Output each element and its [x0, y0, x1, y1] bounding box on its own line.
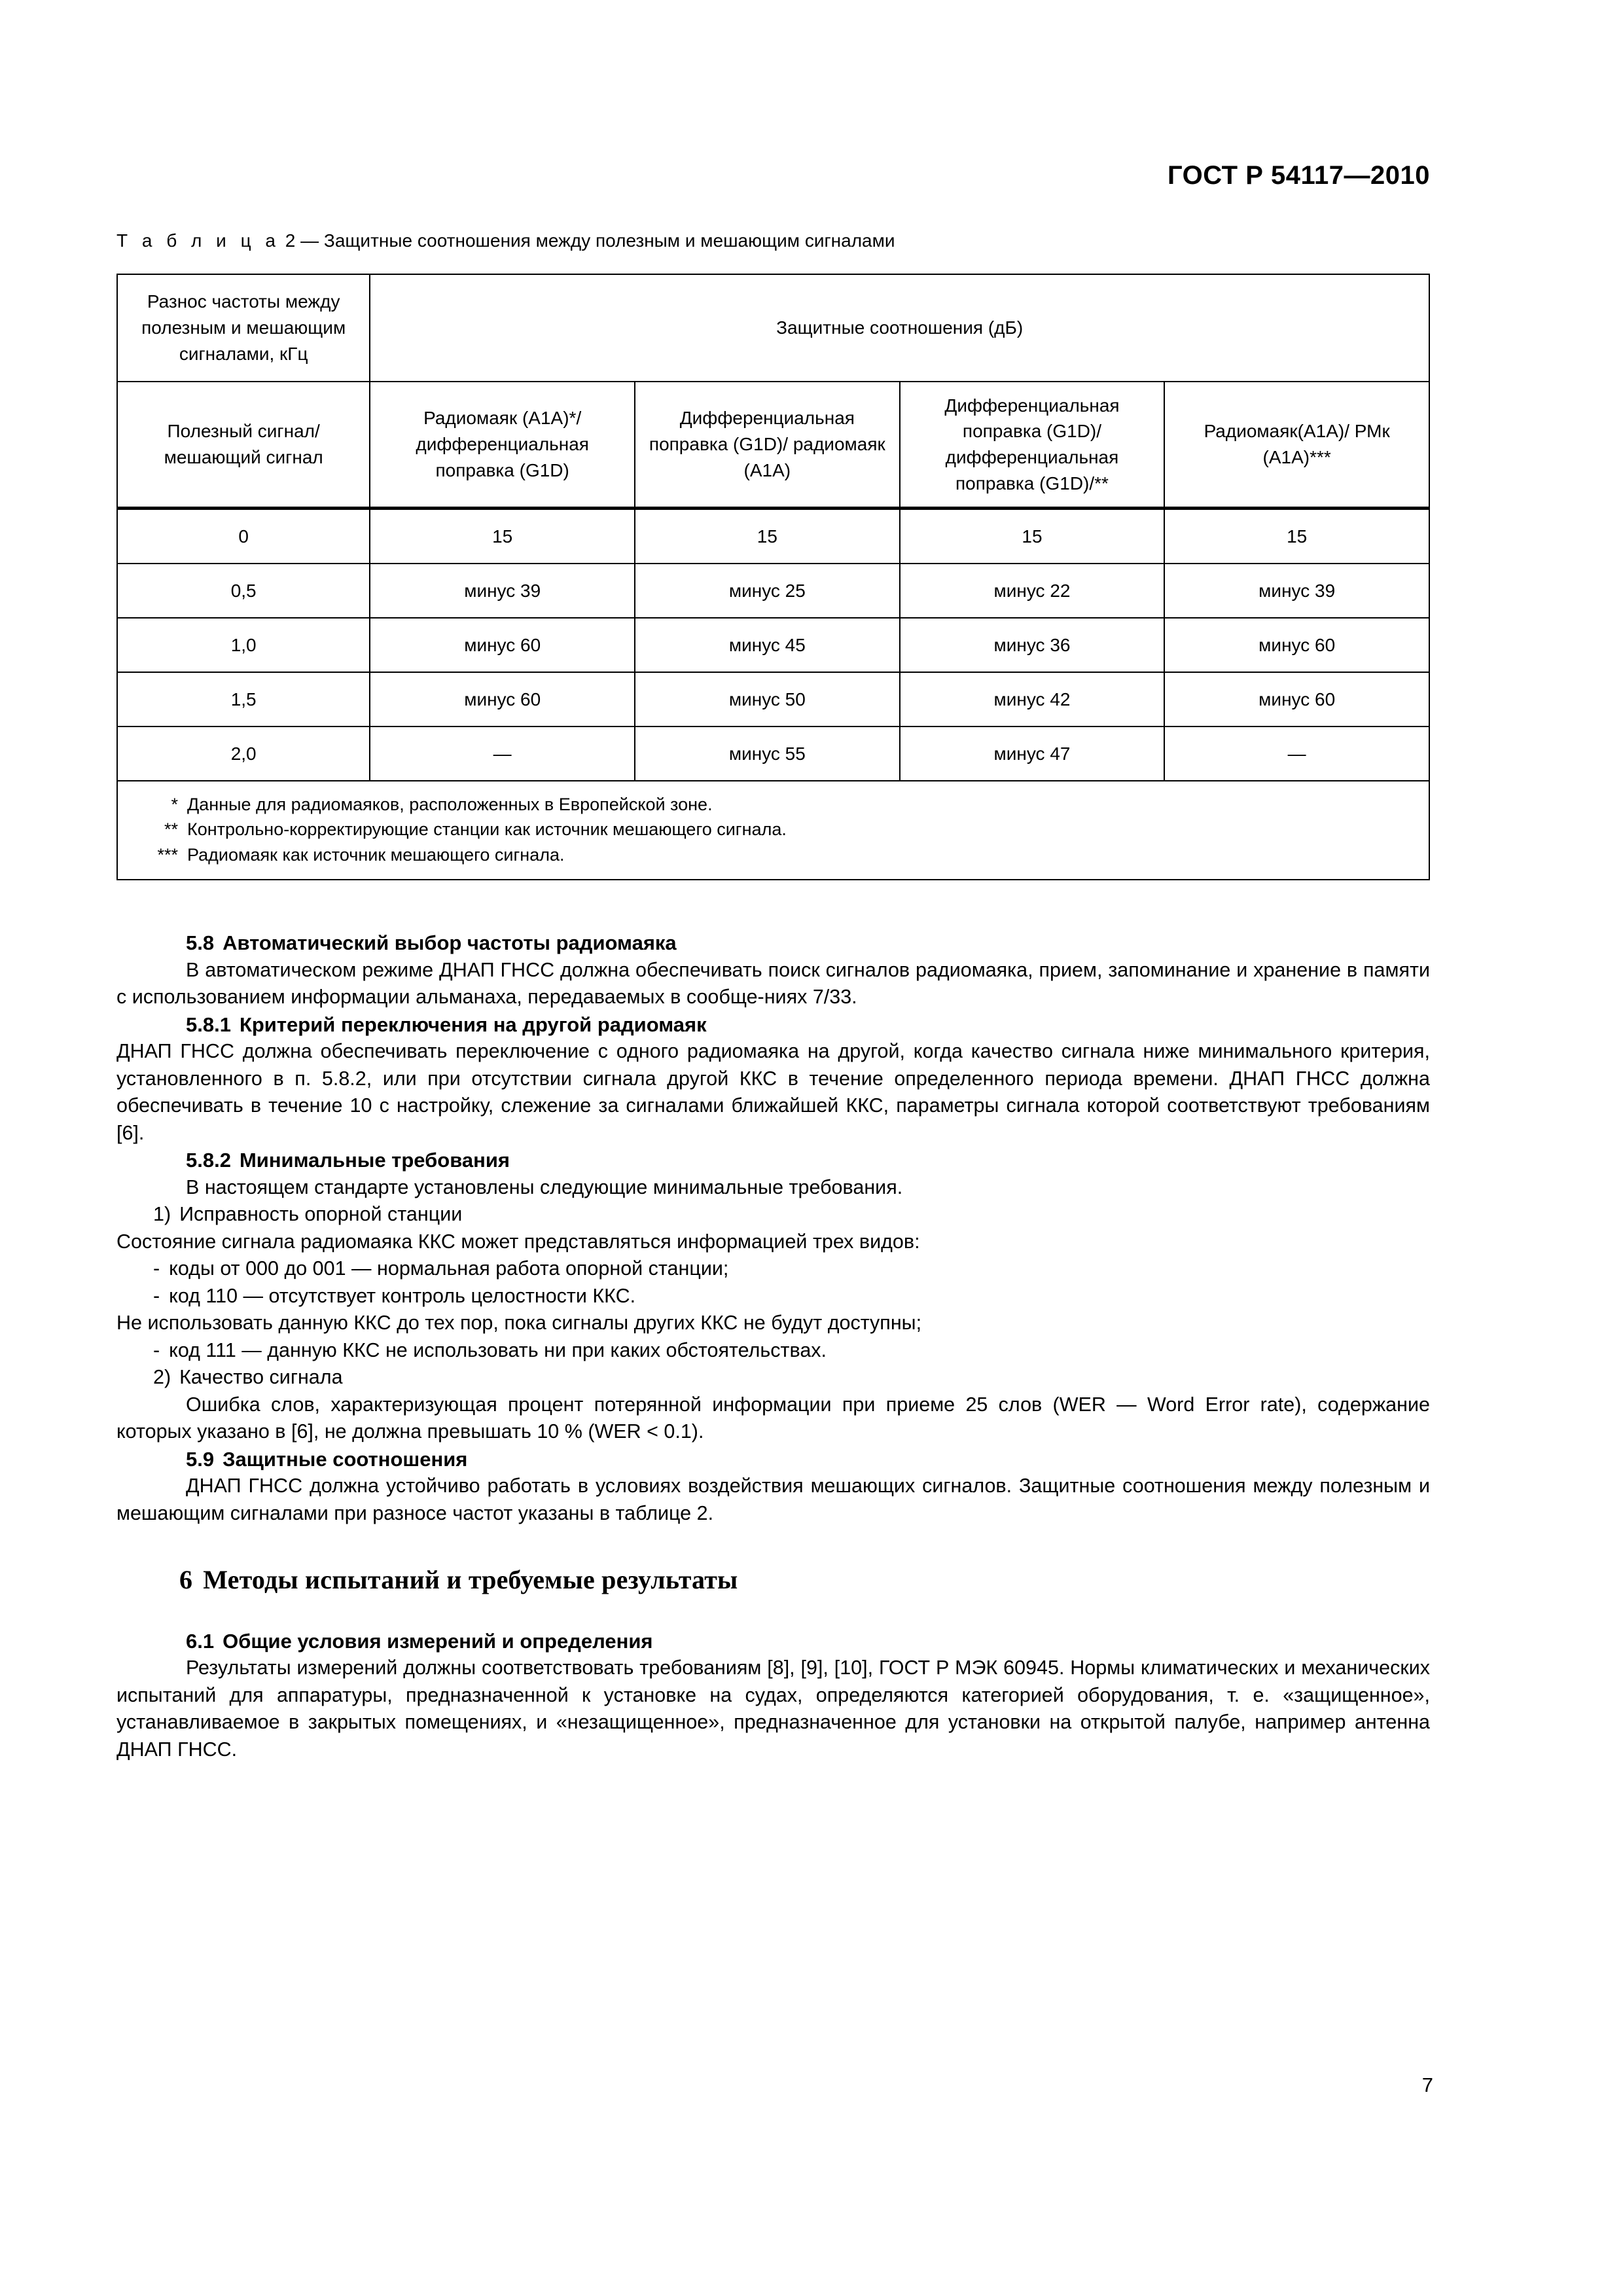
heading-5-8-1-number: 5.8.1: [186, 1013, 231, 1036]
footnote-text: Данные для радиомаяков, расположенных в Европейской зоне.: [187, 795, 713, 814]
list-item-code-110: [116, 1283, 1430, 1310]
table-cell-value: минус 60: [370, 672, 635, 726]
table-footnote: [118, 792, 1429, 817]
page-number: 7: [1421, 2073, 1433, 2096]
heading-5-8: [116, 929, 1430, 957]
heading-5-8-2-title: Минимальные требования: [239, 1149, 510, 1172]
list-item-code-000-001-text: коды от 000 до 001 — нормальная работа опорной станции;: [169, 1257, 729, 1280]
table-cell-value: минус 60: [1164, 618, 1429, 672]
table-cell-value: минус 25: [635, 564, 900, 618]
table-notes-row: [117, 781, 1429, 880]
spacer: [116, 1594, 1430, 1628]
document-body: [116, 929, 1430, 1763]
heading-6-number: 6: [179, 1565, 193, 1594]
table-subheader-beacon-dgnss: Радиомаяк (А1А)*/ дифференциальная поправка (G1D): [370, 382, 635, 509]
dash-bullet-icon: -: [153, 1338, 160, 1361]
table-header-row-top: [117, 274, 1429, 382]
heading-5-8-1-title: Критерий переключения на другой радиомаяк: [239, 1013, 707, 1036]
list-item-2-text: Качество сигнала: [179, 1366, 343, 1388]
protection-ratios-table: [116, 274, 1430, 880]
heading-5-8-title: Автоматический выбор частоты радиомаяка: [223, 931, 677, 954]
table-footnote: [118, 817, 1429, 842]
list-item-1-text: Исправность опорной станции: [179, 1203, 463, 1225]
list-item-code-110-text: код 110 — отсутствует контроль целостности ККС.: [169, 1284, 636, 1307]
table-caption-text: Защитные соотношения между полезным и мешающим сигналами: [323, 230, 895, 251]
list-item-code-000-001: [116, 1255, 1430, 1283]
table-cell-value: минус 50: [635, 672, 900, 726]
heading-6-1-title: Общие условия измерений и определения: [223, 1629, 653, 1653]
document-header-title: ГОСТ Р 54117—2010: [1168, 161, 1430, 190]
footnote-text: Контрольно-корректирующие станции как источник мешающего сигнала.: [187, 819, 787, 840]
heading-6: [116, 1566, 1430, 1594]
table-footnotes: [117, 781, 1429, 880]
table-cell-value: 15: [635, 509, 900, 564]
table-header-protection-ratios: Защитные соотношения (дБ): [370, 274, 1429, 382]
heading-5-9: [116, 1446, 1430, 1473]
table-caption-number: 2: [285, 230, 296, 251]
table-row: [117, 618, 1429, 672]
list-item-2-label: 2): [153, 1366, 171, 1388]
heading-5-9-number: 5.9: [186, 1447, 215, 1471]
table-caption-label: Т а б л и ц а: [116, 230, 280, 251]
table-cell-value: —: [370, 726, 635, 781]
heading-5-8-number: 5.8: [186, 931, 215, 954]
table-subheader-wanted-interfering: Полезный сигнал/ мешающий сигнал: [117, 382, 370, 509]
table-caption-dash: —: [300, 230, 319, 251]
table-header-frequency-offset: Разнос частоты между полезным и мешающим сигналами, кГц: [117, 274, 370, 382]
table-cell-offset: 0,5: [117, 564, 370, 618]
paragraph-do-not-use-kks: Не использовать данную ККС до тех пор, пока сигналы других ККС не будут доступны;: [116, 1312, 922, 1334]
table-subheader-dgnss-beacon: Дифференциальная поправка (G1D)/ радиомаяк (А1А): [635, 382, 900, 509]
table-row: [117, 564, 1429, 618]
paragraph-signal-state: Состояние сигнала радиомаяка ККС может представляться информацией трех видов:: [116, 1230, 920, 1253]
table-cell-value: минус 55: [635, 726, 900, 781]
heading-5-9-title: Защитные соотношения: [223, 1447, 468, 1471]
heading-6-1: [116, 1628, 1430, 1655]
table-cell-value: минус 36: [900, 618, 1165, 672]
table-cell-value: —: [1164, 726, 1429, 781]
table-subheader-dgnss-dgnss: Дифференциальная поправка (G1D)/ дифференциальная поправка (G1D)/**: [900, 382, 1165, 509]
table-cell-value: минус 47: [900, 726, 1165, 781]
table-cell-value: 15: [900, 509, 1165, 564]
footnote-marker: **: [164, 819, 178, 840]
list-item-1: [116, 1201, 1430, 1229]
list-item-1-label: 1): [153, 1203, 171, 1225]
paragraph-5-9: ДНАП ГНСС должна устойчиво работать в условиях воздействия мешающих сигналов. Защитные соотношения между полезным и мешающим сигналами при разносе частот указаны в таблице 2.: [116, 1475, 1430, 1524]
heading-5-8-2-number: 5.8.2: [186, 1149, 231, 1172]
list-item-code-111: [116, 1337, 1430, 1365]
footnote-marker: ***: [157, 844, 178, 865]
paragraph-5-8-2-intro: В настоящем стандарте установлены следующие минимальные требования.: [186, 1175, 903, 1198]
table-cell-value: минус 60: [1164, 672, 1429, 726]
paragraph-5-8-1: ДНАП ГНСС должна обеспечивать переключение с одного радиомаяка на другой, когда качество сигнала ниже минимального критерия, установленного в п. 5.8.2, или при отсутствии сигнала другой ККС в течение определенного периода времени. ДНАП ГНСС должна обеспечивать в течение 10 с настройку, слежение за сигналами ближайшей ККС, параметры сигнала которой соответствуют требованиям [6].: [116, 1040, 1430, 1144]
table-subheader-beacon-rmk: Радиомаяк(А1А)/ РМк (А1А)***: [1164, 382, 1429, 509]
protection-ratios-table-wrapper: [116, 274, 1430, 880]
paragraph-5-8: В автоматическом режиме ДНАП ГНСС должна обеспечивать поиск сигналов радиомаяка, прием, запоминание и хранение в памяти с использованием информации альманаха, передаваемых в сообще-ниях 7/33.: [116, 958, 1430, 1008]
table-cell-value: минус 39: [1164, 564, 1429, 618]
table-cell-value: минус 42: [900, 672, 1165, 726]
table-caption: [116, 230, 895, 251]
list-item-2: [116, 1364, 1430, 1391]
table-cell-value: 15: [370, 509, 635, 564]
table-row: [117, 672, 1429, 726]
table-cell-offset: 1,0: [117, 618, 370, 672]
table-cell-offset: 1,5: [117, 672, 370, 726]
list-item-code-111-text: код 111 — данную ККС не использовать ни при каких обстоятельствах.: [169, 1338, 827, 1361]
table-cell-value: минус 45: [635, 618, 900, 672]
table-cell-value: минус 60: [370, 618, 635, 672]
table-header-row-sub: [117, 382, 1429, 509]
dash-bullet-icon: -: [153, 1257, 160, 1280]
table-row: [117, 509, 1429, 564]
table-cell-value: минус 39: [370, 564, 635, 618]
dash-bullet-icon: -: [153, 1284, 160, 1307]
footnote-marker: *: [171, 795, 178, 814]
paragraph-6-1: Результаты измерений должны соответствовать требованиям [8], [9], [10], ГОСТ Р МЭК 60945. Нормы климатических и механических испытаний для аппаратуры, предназначенной к установке на судах, определяются категорией оборудования, т. е. «защищенное», устанавливаемое в закрытых помещениях, и «незащищенное», предназначенное для установки на открытой палубе, например антенна ДНАП ГНСС.: [116, 1657, 1430, 1761]
heading-5-8-1: [116, 1011, 1430, 1039]
table-cell-offset: 0: [117, 509, 370, 564]
table-row: [117, 726, 1429, 781]
paragraph-word-error-rate: Ошибка слов, характеризующая процент потерянной информации при приеме 25 слов (WER — Word Error rate), содержание которых указано в [6], не должна превышать 10 % (WER < 0.1).: [116, 1393, 1430, 1443]
spacer: [116, 1527, 1430, 1566]
heading-6-1-number: 6.1: [186, 1629, 215, 1653]
table-cell-value: минус 22: [900, 564, 1165, 618]
table-cell-value: 15: [1164, 509, 1429, 564]
table-footnote: [118, 842, 1429, 867]
heading-6-title: Методы испытаний и требуемые результаты: [203, 1565, 738, 1594]
heading-5-8-2: [116, 1147, 1430, 1174]
footnote-text: Радиомаяк как источник мешающего сигнала.: [187, 844, 565, 865]
table-cell-offset: 2,0: [117, 726, 370, 781]
